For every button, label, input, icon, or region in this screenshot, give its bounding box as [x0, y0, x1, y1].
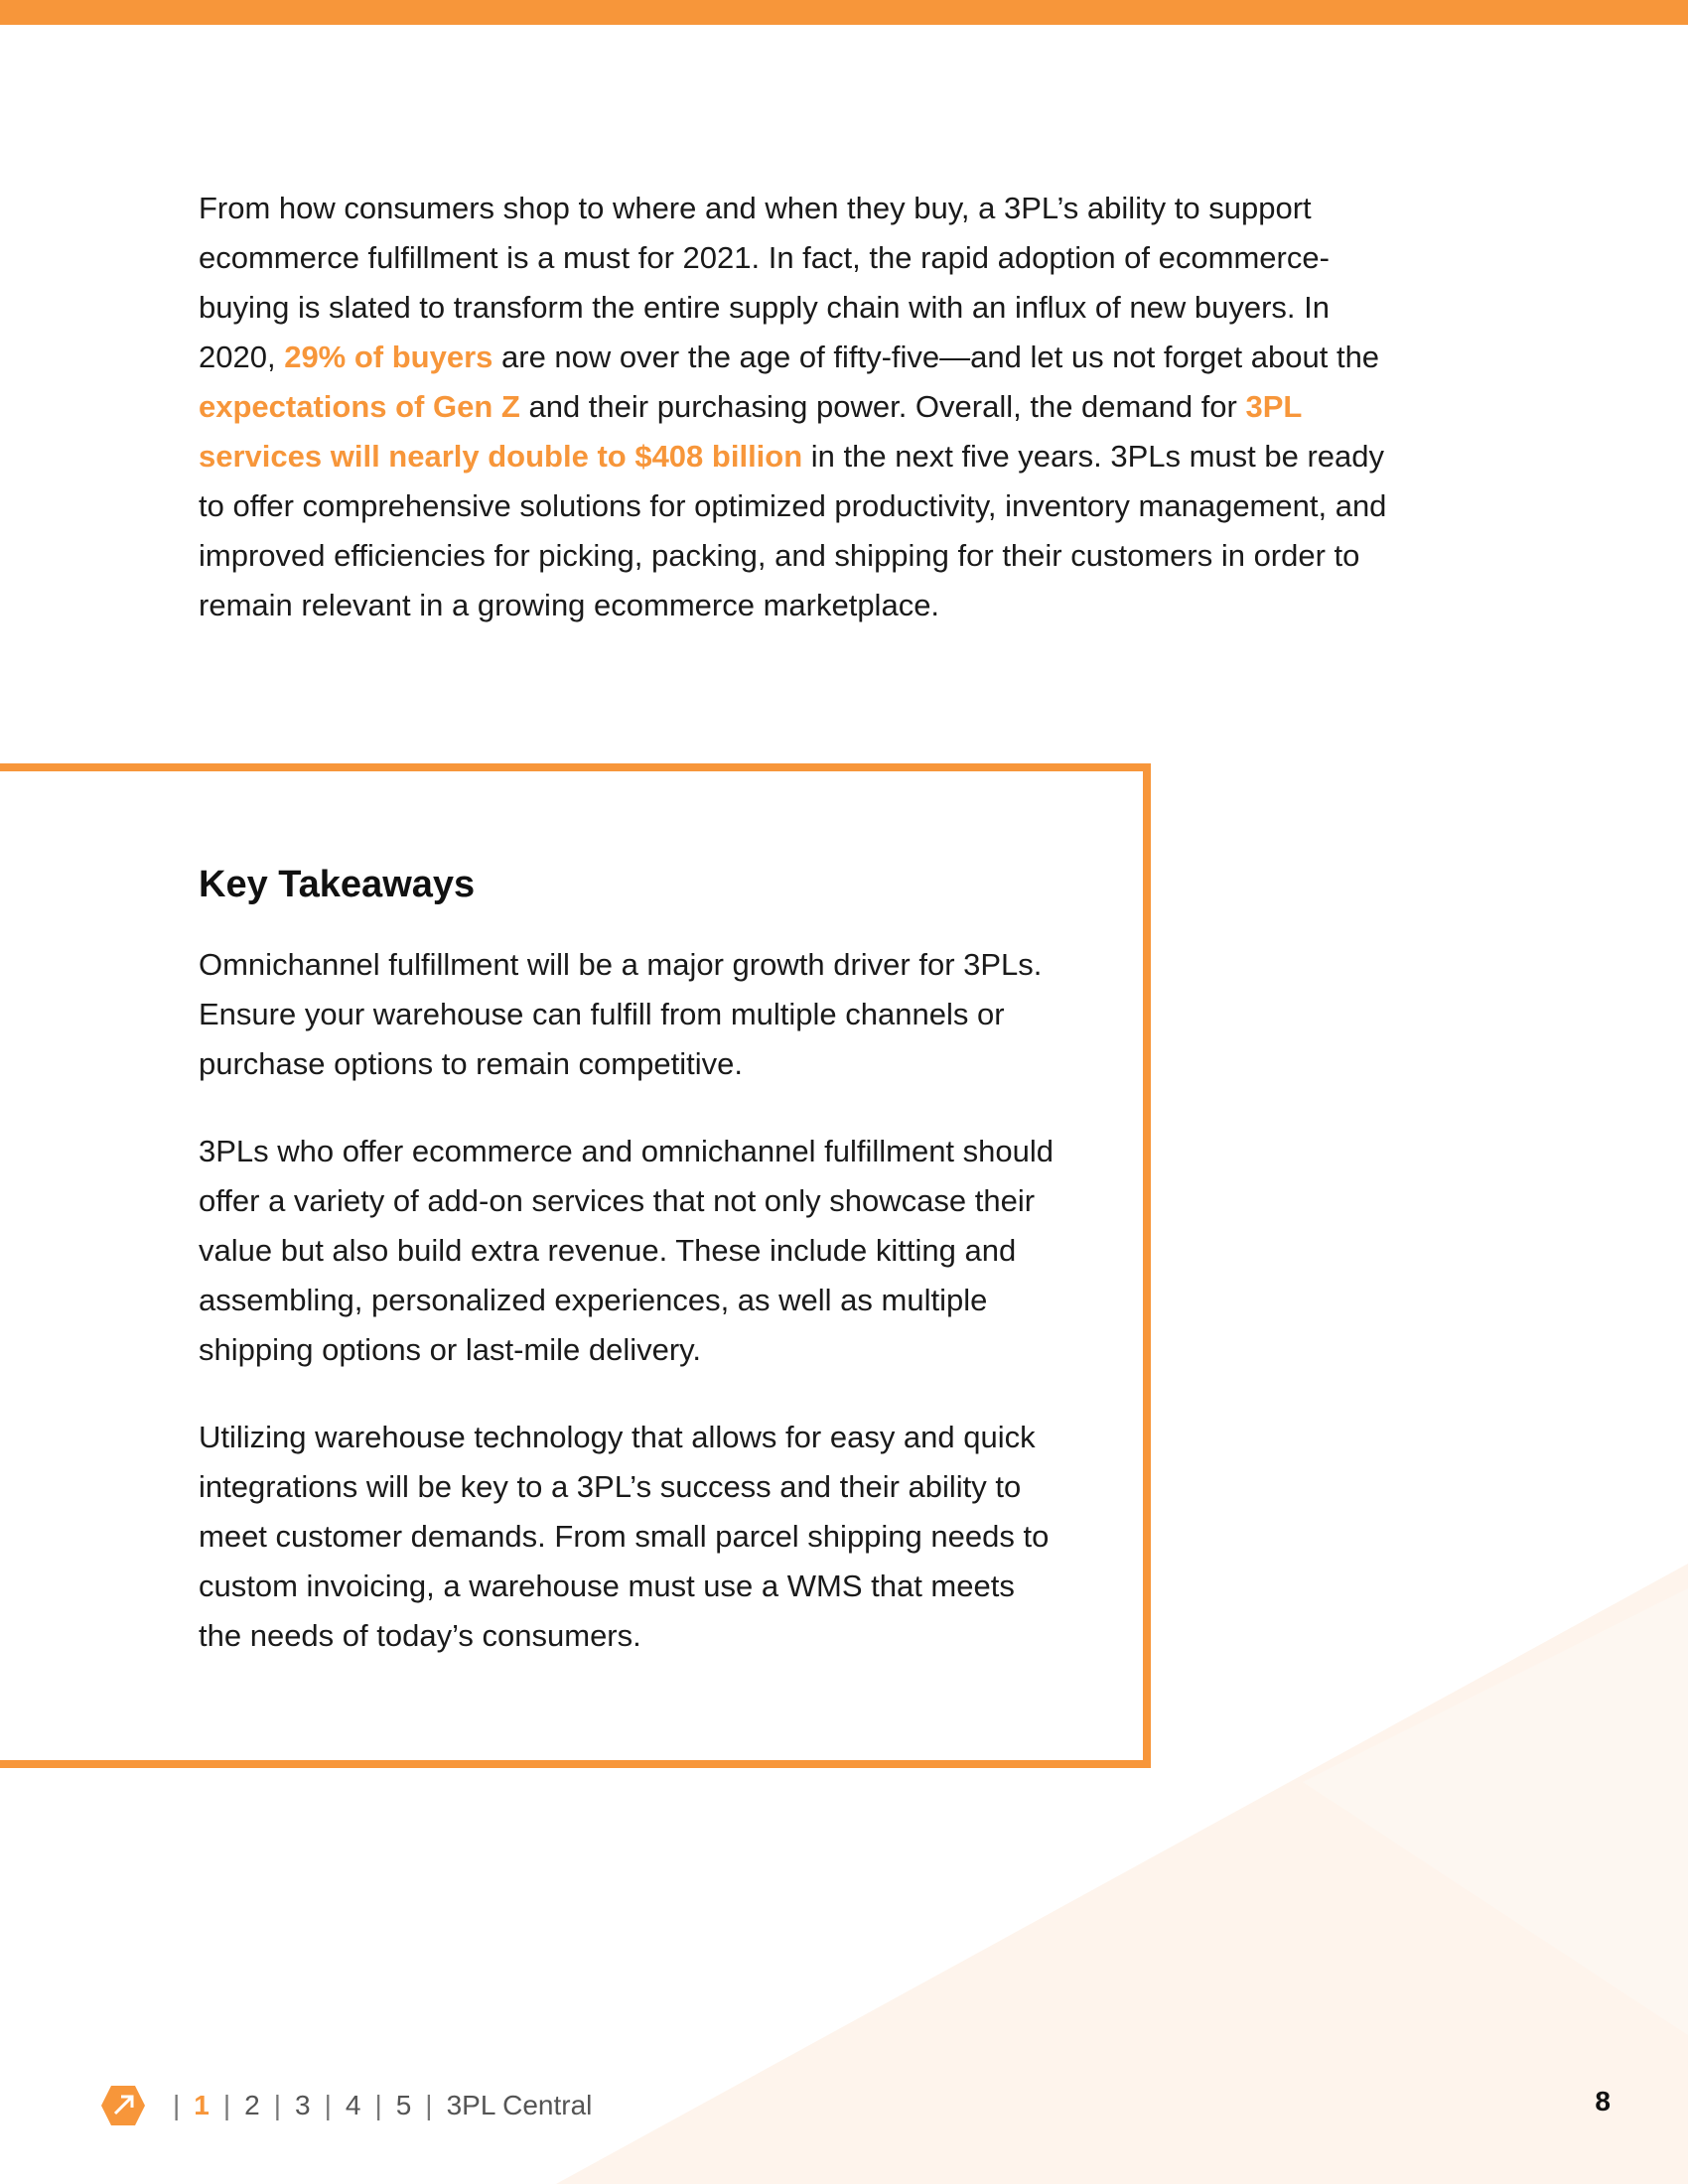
page-number: 8 — [1595, 2086, 1611, 2116]
arrow-box-icon — [99, 2084, 147, 2127]
footer-nav-page-3[interactable]: 3 — [295, 2090, 311, 2120]
key-takeaways-title: Key Takeaways — [199, 864, 476, 905]
footer-nav-page-2[interactable]: 2 — [244, 2090, 260, 2120]
takeaway-paragraph: Omnichannel fulfillment will be a major growth driver for 3PLs. Ensure your warehouse can fulfill from multiple channels or purchase options to remain competitive. — [199, 947, 1043, 1081]
footer-separator: | — [273, 2090, 281, 2120]
highlight-29-percent-buyers[interactable]: 29% of buyers — [284, 340, 493, 374]
footer-separator: | — [425, 2090, 433, 2120]
footer-separator: | — [222, 2090, 231, 2120]
footer-nav-page-4[interactable]: 4 — [345, 2090, 361, 2120]
footer-separator: | — [374, 2090, 382, 2120]
takeaway-paragraph: Utilizing warehouse technology that allows for easy and quick integrations will be key to a 3PL’s success and their ability to meet customer demands. From small parcel shipping needs to custom invoicing, a warehouse must use a WMS that meets the needs of today’s consumers. — [199, 1420, 1050, 1653]
intro-text-3: and their purchasing power. Overall, the demand for — [519, 389, 1246, 424]
intro-text-2: are now over the age of fifty-five—and let us not forget about the — [492, 340, 1380, 374]
intro-text-1: From how consumers shop to where and when they buy, a 3PL’s ability to support ecommerce fulfillment is a must for 2021. In fact, the rapid adoption of ecommerce-buying is slated to transform the entire supply chain with an influx of new buyers. In 2020, — [199, 191, 1330, 374]
intro-text-4: in the next five years. 3PLs must be ready to offer comprehensive solutions for optimized productivity, inventory management, and improved efficiencies for picking, packing, and shipping for their customers in order to remain relevant in a growing ecommerce marketplace. — [199, 439, 1387, 622]
intro-section — [199, 184, 1410, 630]
footer-separator: | — [324, 2090, 332, 2120]
footer-nav — [99, 2081, 592, 2130]
highlight-gen-z[interactable]: expectations of Gen Z — [199, 389, 520, 424]
key-takeaways-body — [199, 940, 1062, 1699]
footer-separator: | — [173, 2090, 181, 2120]
intro-paragraph — [199, 184, 1410, 630]
footer-nav-page-1[interactable]: 1 — [194, 2090, 210, 2120]
footer-nav-page-5[interactable]: 5 — [395, 2090, 412, 2120]
takeaway-paragraph: 3PLs who offer ecommerce and omnichannel fulfillment should offer a variety of add-on services that not only showcase their value but also build extra revenue. These include kitting and assembling, personalized experiences, as well as multiple shipping options or last-mile delivery. — [199, 1134, 1055, 1367]
highlight-408-billion[interactable]: 3PL services will nearly double to $408 billion — [199, 389, 1302, 474]
footer-nav-3pl-central[interactable]: 3PL Central — [446, 2090, 593, 2120]
